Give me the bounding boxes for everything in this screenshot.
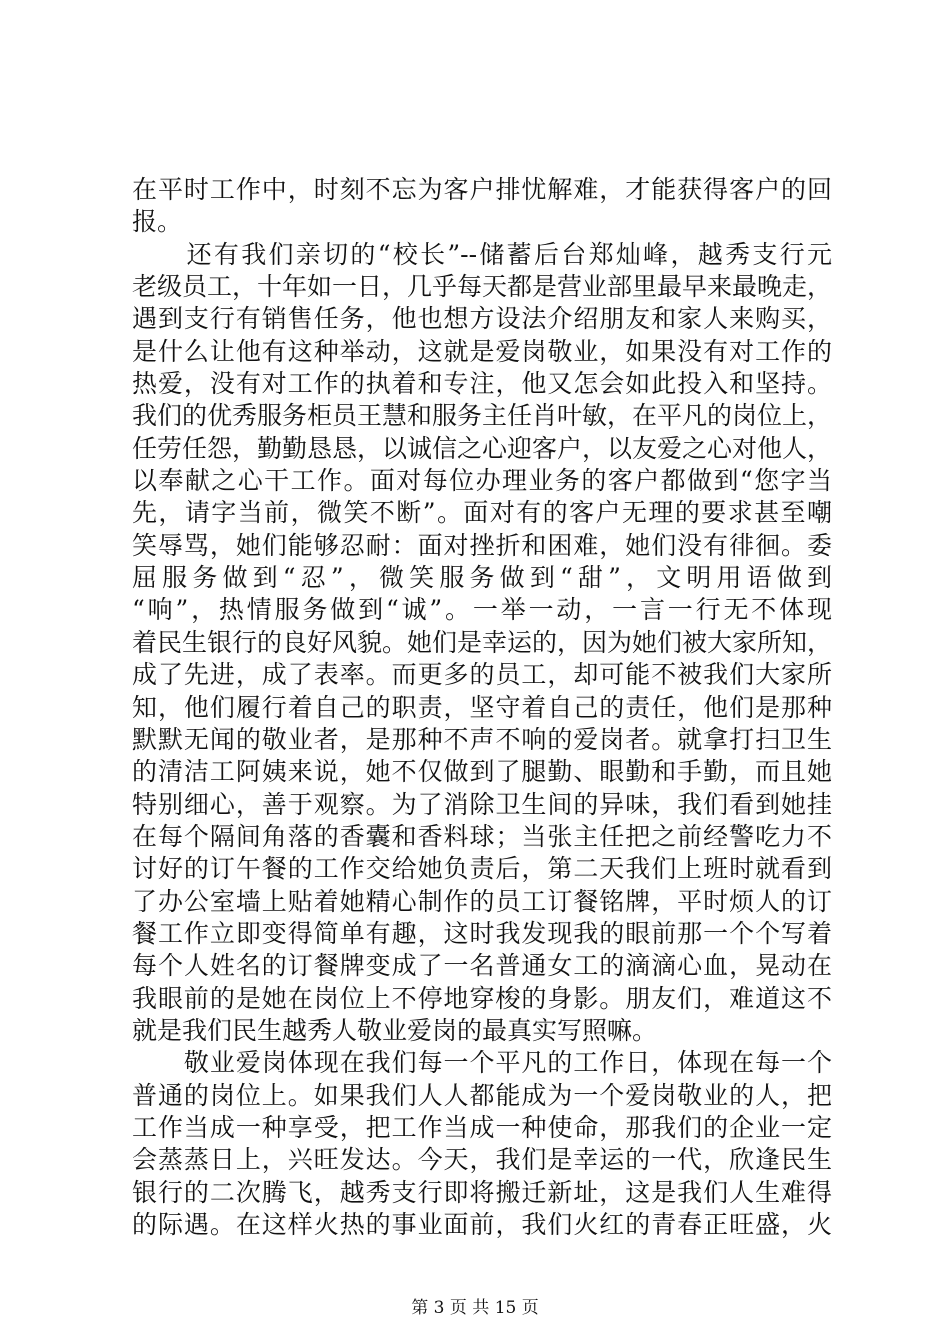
text-line: 屈服务做到“忍”，微笑服务做到“甜”，文明用语做到 <box>132 563 832 593</box>
text-line: 默默无闻的敬业者，是那种不声不响的爱岗者。就拿打扫卫生 <box>132 724 832 754</box>
text-line: 我们的优秀服务柜员王慧和服务主任肖叶敏，在平凡的岗位上， <box>132 401 832 431</box>
text-line: 先，请字当前，微笑不断”。面对有的客户无理的要求甚至嘲 <box>132 498 832 528</box>
text-line: 知，他们履行着自己的职责，坚守着自己的责任，他们是那种 <box>132 692 832 722</box>
text-line: 成了先进，成了表率。而更多的员工，却可能不被我们大家所 <box>132 660 832 690</box>
text-line: 老级员工，十年如一日，几乎每天都是营业部里最早来最晚走， <box>132 272 832 302</box>
page-footer: 第 3 页 共 15 页 <box>411 1298 539 1318</box>
text-line: 还有我们亲切的“校长”--储蓄后台郑灿峰，越秀支行元 <box>132 239 832 269</box>
text-line: 是什么让他有这种举动，这就是爱岗敬业，如果没有对工作的 <box>132 336 832 366</box>
text-line: 以奉献之心干工作。面对每位办理业务的客户都做到“您字当 <box>132 466 832 496</box>
text-line: 着民生银行的良好风貌。她们是幸运的，因为她们被大家所知， <box>132 627 832 657</box>
text-line: 笑辱骂，她们能够忍耐：面对挫折和困难，她们没有徘徊。委 <box>132 530 832 560</box>
text-line: 工作当成一种享受，把工作当成一种使命，那我们的企业一定 <box>132 1112 832 1142</box>
text-line: 的清洁工阿姨来说，她不仅做到了腿勤、眼勤和手勤，而且她 <box>132 757 832 787</box>
text-line: 了办公室墙上贴着她精心制作的员工订餐铭牌，平时烦人的订 <box>132 886 832 916</box>
document-body <box>132 174 832 1241</box>
text-line: 遇到支行有销售任务，他也想方设法介绍朋友和家人来购买， <box>132 304 832 334</box>
text-line: 餐工作立即变得简单有趣，这时我发现我的眼前那一个个写着 <box>132 918 832 948</box>
text-line: 普通的岗位上。如果我们人人都能成为一个爱岗敬业的人，把 <box>132 1080 832 1110</box>
text-line: 任劳任怨，勤勤恳恳，以诚信之心迎客户，以友爱之心对他人， <box>132 433 832 463</box>
text-line: 银行的二次腾飞，越秀支行即将搬迁新址，这是我们人生难得 <box>132 1177 832 1207</box>
text-line: 在平时工作中，时刻不忘为客户排忧解难，才能获得客户的回 <box>132 175 832 204</box>
text-line: 报。 <box>132 207 183 237</box>
text-line: 会蒸蒸日上，兴旺发达。今天，我们是幸运的一代，欣逢民生 <box>132 1145 832 1175</box>
text-line: 在每个隔间角落的香囊和香料球；当张主任把之前经警吃力不 <box>132 821 832 851</box>
text-line: 热爱，没有对工作的执着和专注，他又怎会如此投入和坚持。 <box>132 369 832 399</box>
text-line: 我眼前的是她在岗位上不停地穿梭的身影。朋友们，难道这不 <box>132 983 832 1013</box>
text-line: 就是我们民生越秀人敬业爱岗的最真实写照嘛。 <box>132 1015 658 1045</box>
text-line: 讨好的订午餐的工作交给她负责后，第二天我们上班时就看到 <box>132 854 832 884</box>
text-line: 敬业爱岗体现在我们每一个平凡的工作日，体现在每一个 <box>132 1048 832 1078</box>
text-line: “响”，热情服务做到“诚”。一举一动，一言一行无不体现 <box>132 595 832 625</box>
text-line: 每个人姓名的订餐牌变成了一名普通女工的滴滴心血，晃动在 <box>132 951 832 981</box>
text-line: 的际遇。在这样火热的事业面前，我们火红的青春正旺盛，火 <box>132 1210 832 1239</box>
text-line: 特别细心，善于观察。为了消除卫生间的异味，我们看到她挂 <box>132 789 832 819</box>
